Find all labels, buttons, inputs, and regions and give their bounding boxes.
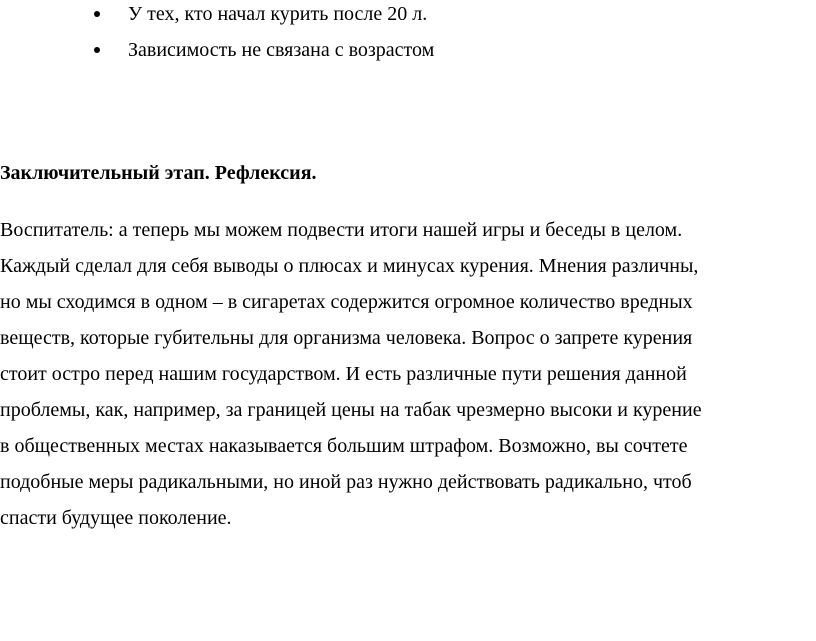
bullet-icon bbox=[94, 11, 100, 17]
paragraph-line: проблемы, как, например, за границей цены на табак чрезмерно высоки и курение bbox=[0, 399, 702, 421]
bullet-text: У тех, кто начал курить после 20 л. bbox=[128, 3, 428, 25]
section-heading: Заключительный этап. Рефлексия. bbox=[0, 162, 317, 184]
bullet-text: Зависимость не связана с возрастом bbox=[128, 39, 435, 61]
paragraph-line: Каждый сделал для себя выводы о плюсах и минусах курения. Мнения различны, bbox=[0, 255, 699, 277]
paragraph-line: стоит остро перед нашим государством. И есть различные пути решения данной bbox=[0, 363, 687, 385]
paragraph-line: но мы сходимся в одном – в сигаретах содержится огромное количество вредных bbox=[0, 291, 693, 313]
paragraph-line: веществ, которые губительны для организма человека. Вопрос о запрете курения bbox=[0, 327, 693, 349]
paragraph-line: Воспитатель: а теперь мы можем подвести итоги нашей игры и беседы в целом. bbox=[0, 219, 683, 241]
paragraph-line: спасти будущее поколение. bbox=[0, 507, 232, 529]
paragraph-line: подобные меры радикальными, но иной раз нужно действовать радикально, чтоб bbox=[0, 471, 692, 493]
bullet-icon bbox=[94, 47, 100, 53]
paragraph-line: в общественных местах наказывается большим штрафом. Возможно, вы сочтете bbox=[0, 435, 688, 457]
